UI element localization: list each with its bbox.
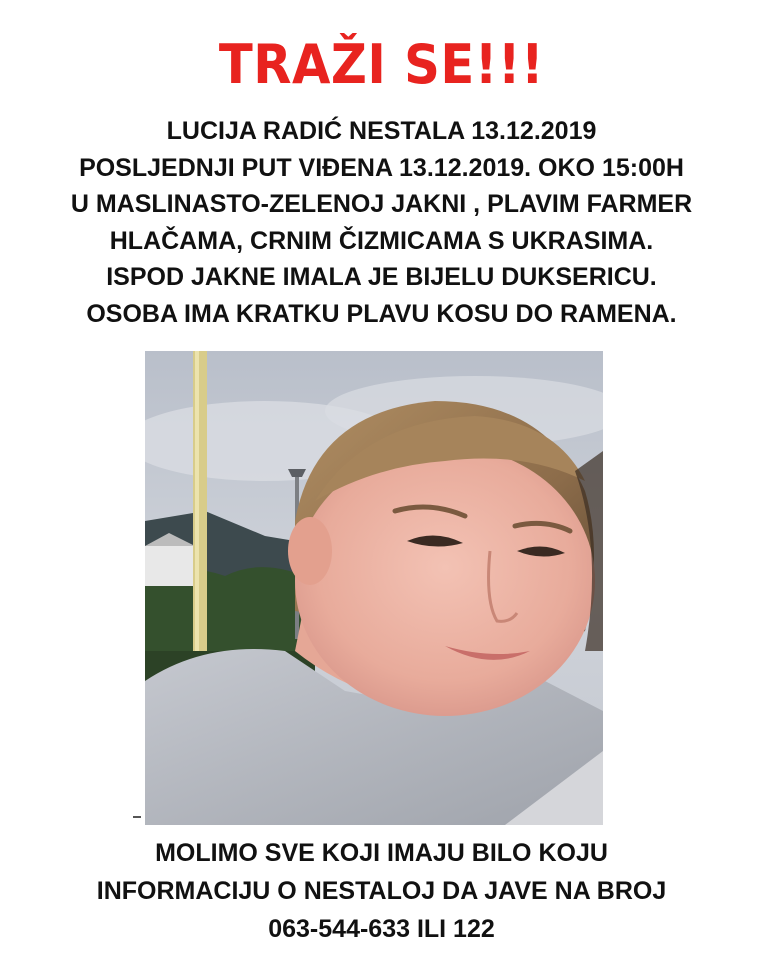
description-line: ISPOD JAKNE IMALA JE BIJELU DUKSERICU.: [106, 263, 657, 291]
contact-appeal: [0, 834, 763, 948]
contact-phone-line: 063-544-633 ILI 122: [268, 915, 495, 943]
description-line: OSOBA IMA KRATKU PLAVU KOSU DO RAMENA.: [86, 299, 677, 328]
description-line: POSLJEDNJI PUT VIĐENA 13.12.2019. OKO 15:00H: [79, 153, 684, 182]
person-photo: [145, 351, 603, 825]
description-line: U MASLINASTO-ZELENOJ JAKNI , PLAVIM FARMER: [70, 190, 693, 218]
photo-corner-mark: [133, 816, 141, 818]
appeal-line: MOLIMO SVE KOJI IMAJU BILO KOJU: [155, 839, 608, 867]
person-description: [0, 113, 763, 332]
description-line: LUCIJA RADIĆ NESTALA 13.12.2019: [166, 117, 597, 145]
appeal-line: INFORMACIJU O NESTALOJ DA JAVE NA BROJ: [96, 877, 667, 905]
poster-headline: TRAŽI SE!!!: [218, 33, 545, 96]
description-line: HLAČAMA, CRNIM ČIZMICAMA S UKRASIMA.: [109, 226, 654, 255]
